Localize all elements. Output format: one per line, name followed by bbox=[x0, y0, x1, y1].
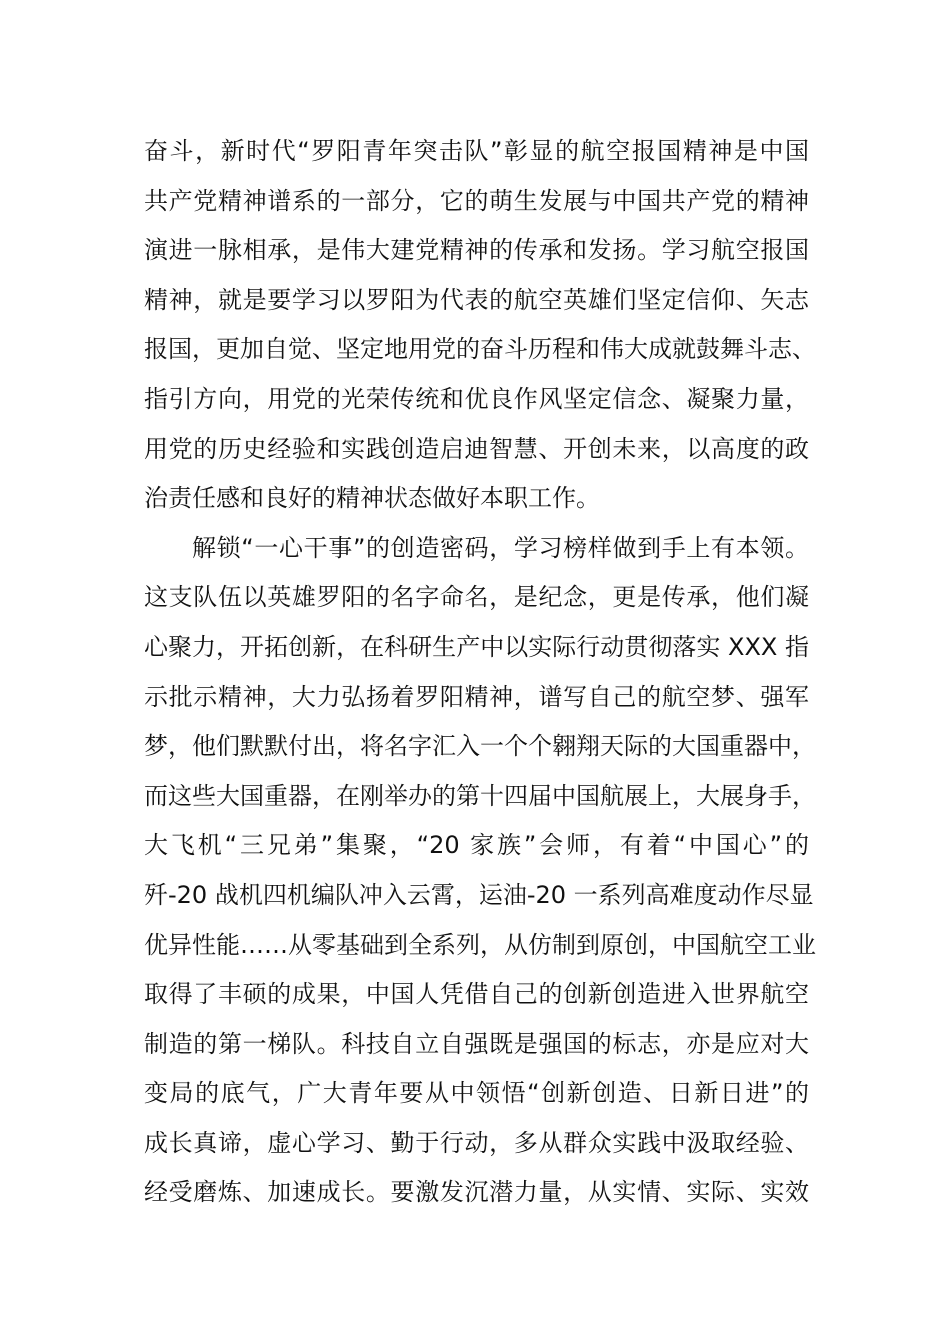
text-line: 治责任感和良好的精神状态做好本职工作。 bbox=[144, 484, 600, 513]
text-line: 歼-20 战机四机编队冲入云霄，运油-20 一系列高难度动作尽显 bbox=[144, 880, 814, 909]
text-line: 心聚力，开拓创新，在科研生产中以实际行动贯彻落实 XXX 指 bbox=[144, 632, 809, 661]
text-line: 共产党精神谱系的一部分，它的萌生发展与中国共产党的精神 bbox=[144, 186, 809, 215]
paragraph-2 bbox=[144, 524, 816, 1218]
text-line: 报国，更加自觉、坚定地用党的奋斗历程和伟大成就鼓舞斗志、 bbox=[144, 335, 816, 364]
text-line: 成长真谛，虚心学习、勤于行动，多从群众实践中汲取经验、 bbox=[144, 1128, 809, 1157]
body-text bbox=[144, 127, 816, 1218]
text-line: 取得了丰硕的成果，中国人凭借自己的创新创造进入世界航空 bbox=[144, 980, 809, 1009]
text-line: 示批示精神，大力弘扬着罗阳精神，谱写自己的航空梦、强军 bbox=[144, 682, 809, 711]
text-line: 梦，他们默默付出，将名字汇入一个个翱翔天际的大国重器中， bbox=[144, 732, 816, 761]
text-line: 指引方向，用党的光荣传统和优良作风坚定信念、凝聚力量， bbox=[144, 384, 809, 413]
text-line: 大飞机“三兄弟”集聚，“20 家族”会师，有着“中国心”的 bbox=[144, 831, 809, 860]
text-line: 这支队伍以英雄罗阳的名字命名，是纪念，更是传承，他们凝 bbox=[144, 583, 809, 612]
text-line: 解锁“一心干事”的创造密码，学习榜样做到手上有本领。 bbox=[192, 533, 809, 562]
text-line: 演进一脉相承，是伟大建党精神的传承和发扬。学习航空报国 bbox=[144, 236, 809, 265]
text-line: 经受磨炼、加速成长。要激发沉潜力量，从实情、实际、实效 bbox=[144, 1178, 809, 1207]
paragraph-1 bbox=[144, 127, 816, 524]
text-line: 变局的底气，广大青年要从中领悟“创新创造、日新日进”的 bbox=[144, 1079, 809, 1108]
text-line: 奋斗，新时代“罗阳青年突击队”彰显的航空报国精神是中国 bbox=[144, 137, 809, 165]
text-line: 而这些大国重器，在刚举办的第十四届中国航展上，大展身手， bbox=[144, 781, 816, 810]
text-line: 优异性能……从零基础到全系列，从仿制到原创，中国航空工业 bbox=[144, 930, 816, 959]
text-line: 精神，就是要学习以罗阳为代表的航空英雄们坚定信仰、矢志 bbox=[144, 285, 809, 314]
text-line: 用党的历史经验和实践创造启迪智慧、开创未来，以高度的政 bbox=[144, 434, 809, 463]
text-line: 制造的第一梯队。科技自立自强既是强国的标志，亦是应对大 bbox=[144, 1029, 809, 1058]
